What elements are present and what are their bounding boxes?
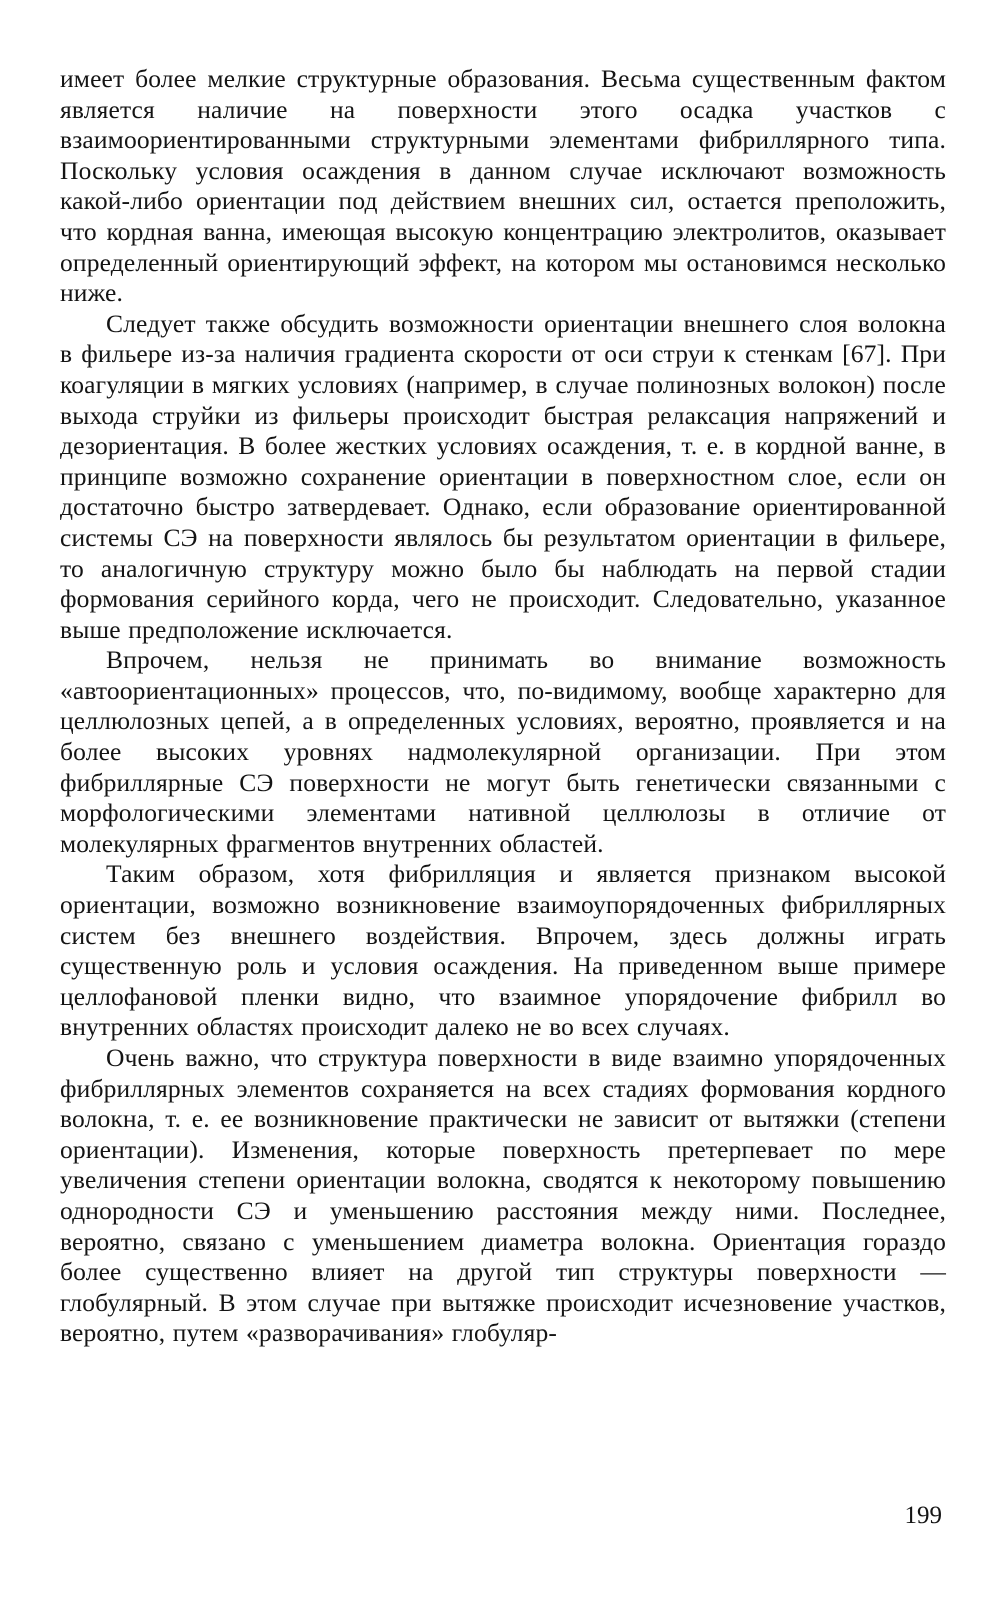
paragraph-2: Следует также обсудить возможности ориентации внешнего слоя волокна в фильере из-за наличия градиента скорости от оси струи к стенкам [67]. При коагуляции в мягких условиях (например, в случае полинозных волокон) после выхода струйки из фильеры происходит быстрая релаксация напряжений и дезориентация. В более жестких условиях осаждения, т. е. в кордной ванне, в принципе возможно сохранение ориентации в поверхностном слое, если он достаточно быстро затвердевает. Однако, если образование ориентированной системы СЭ на поверхности являлось бы результатом ориентации в фильере, то аналогичную структуру можно было бы наблюдать на первой стадии формования серийного корда, чего не происходит. Следовательно, указанное выше предположение исключается. [60, 308, 946, 644]
paragraph-4: Таким образом, хотя фибрилляция и является признаком высокой ориентации, возможно возникновение взаимоупорядоченных фибриллярных систем без внешнего воздействия. Впрочем, здесь должны играть существенную роль и условия осаждения. На приведенном выше примере целлофановой пленки видно, что взаимное упорядочение фибрилл во внутренних областях происходит далеко не во всех случаях. [60, 859, 946, 1042]
paragraph-1: имеет более мелкие структурные образования. Весьма существенным фактом является наличие на поверхности этого осадка участков с взаимоориентированными структурными элементами фибриллярного типа. Поскольку условия осаждения в данном случае исключают возможность какой-либо ориентации под действием внешних сил, остается преположить, что кордная ванна, имеющая высокую концентрацию электролитов, оказывает определенный ориентирующий эффект, на котором мы остановимся несколько ниже. [60, 64, 946, 308]
paragraph-3: Впрочем, нельзя не принимать во внимание возможность «автоориентационных» процессов, что, по-видимому, вообще характерно для целлюлозных цепей, а в определенных условиях, вероятно, проявляется и на более высоких уровнях надмолекулярной организации. При этом фибриллярные СЭ поверхности не могут быть генетически связанными с морфологическими элементами нативной целлюлозы в отличие от молекулярных фрагментов внутренних областей. [60, 645, 946, 858]
page-body [60, 64, 946, 1349]
page-number: 199 [904, 1502, 942, 1529]
paragraph-5: Очень важно, что структура поверхности в виде взаимно упорядоченных фибриллярных элементов сохраняется на всех стадиях формования кордного волокна, т. е. ее возникновение практически не зависит от вытяжки (степени ориентации). Изменения, которые поверхность претерпевает по мере увеличения степени ориентации волокна, сводятся к некоторому повышению однородности СЭ и уменьшению расстояния между ними. Последнее, вероятно, связано с уменьшением диаметра волокна. Ориентация гораздо более существенно влияет на другой тип структуры поверхности — глобулярный. В этом случае при вытяжке происходит исчезновение участков, вероятно, путем «разворачивания» глобуляр- [60, 1043, 946, 1348]
